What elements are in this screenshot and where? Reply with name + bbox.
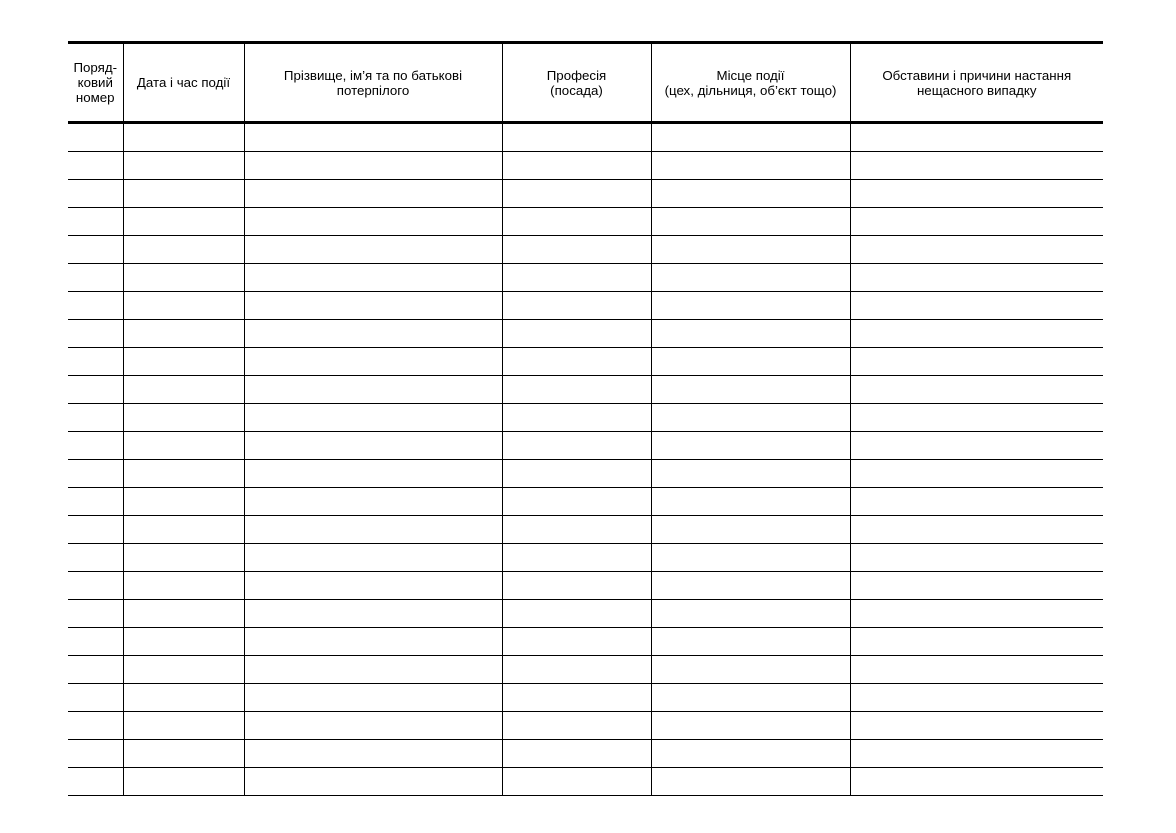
table-row	[68, 460, 1103, 488]
table-cell	[244, 348, 502, 376]
table-row	[68, 740, 1103, 768]
table-cell	[850, 516, 1103, 544]
table-row	[68, 600, 1103, 628]
table-cell	[651, 348, 850, 376]
table-row	[68, 544, 1103, 572]
header-date-time: Дата і час події	[123, 43, 244, 123]
table-cell	[68, 572, 123, 600]
table-cell	[850, 348, 1103, 376]
table-cell	[850, 768, 1103, 796]
table-cell	[651, 376, 850, 404]
table-cell	[850, 572, 1103, 600]
table-cell	[850, 460, 1103, 488]
table-cell	[850, 684, 1103, 712]
table-cell	[502, 768, 651, 796]
table-cell	[123, 488, 244, 516]
table-cell	[244, 656, 502, 684]
table-cell	[502, 320, 651, 348]
table-cell	[502, 208, 651, 236]
table-cell	[651, 264, 850, 292]
table-cell	[850, 123, 1103, 152]
table-row	[68, 180, 1103, 208]
table-cell	[502, 123, 651, 152]
table-cell	[123, 208, 244, 236]
table-row	[68, 656, 1103, 684]
table-cell	[651, 152, 850, 180]
table-cell	[502, 376, 651, 404]
table-row	[68, 123, 1103, 152]
table-cell	[68, 516, 123, 544]
table-cell	[123, 656, 244, 684]
table-header-row	[68, 43, 1103, 123]
table-row	[68, 376, 1103, 404]
table-cell	[68, 236, 123, 264]
table-cell	[244, 628, 502, 656]
table-cell	[244, 684, 502, 712]
table-cell	[502, 740, 651, 768]
table-cell	[68, 152, 123, 180]
table-cell	[68, 488, 123, 516]
table-row	[68, 712, 1103, 740]
table-cell	[502, 544, 651, 572]
table-row	[68, 264, 1103, 292]
table-cell	[244, 572, 502, 600]
table-cell	[651, 516, 850, 544]
table-row	[68, 152, 1103, 180]
table-cell	[244, 544, 502, 572]
table-cell	[502, 236, 651, 264]
table-cell	[68, 264, 123, 292]
table-cell	[244, 432, 502, 460]
table-cell	[68, 208, 123, 236]
table-cell	[502, 684, 651, 712]
table-cell	[123, 544, 244, 572]
table-cell	[68, 768, 123, 796]
table-cell	[68, 684, 123, 712]
table-cell	[68, 180, 123, 208]
table-cell	[68, 123, 123, 152]
table-cell	[651, 684, 850, 712]
table-cell	[123, 460, 244, 488]
table-cell	[651, 236, 850, 264]
table-cell	[68, 712, 123, 740]
table-cell	[123, 404, 244, 432]
table-cell	[850, 208, 1103, 236]
table-cell	[502, 348, 651, 376]
table-cell	[850, 712, 1103, 740]
header-profession: Професія (посада)	[502, 43, 651, 123]
table-cell	[244, 516, 502, 544]
table-cell	[123, 768, 244, 796]
table-row	[68, 236, 1103, 264]
table-cell	[651, 460, 850, 488]
table-cell	[502, 292, 651, 320]
table-row	[68, 348, 1103, 376]
table-row	[68, 628, 1103, 656]
header-location: Місце події (цех, дільниця, об’єкт тощо)	[651, 43, 850, 123]
table-cell	[123, 572, 244, 600]
table-cell	[502, 516, 651, 544]
table-row	[68, 572, 1103, 600]
table-cell	[651, 712, 850, 740]
table-cell	[244, 208, 502, 236]
table-cell	[502, 460, 651, 488]
table-row	[68, 488, 1103, 516]
table-cell	[68, 460, 123, 488]
table-cell	[850, 292, 1103, 320]
table-cell	[68, 348, 123, 376]
table-cell	[123, 740, 244, 768]
table-cell	[850, 740, 1103, 768]
table-cell	[502, 600, 651, 628]
header-full-name: Прізвище, ім’я та по батькові потерпілого	[244, 43, 502, 123]
table-cell	[850, 180, 1103, 208]
table-cell	[123, 516, 244, 544]
table-row	[68, 292, 1103, 320]
table-cell	[502, 432, 651, 460]
table-cell	[68, 432, 123, 460]
table-cell	[123, 264, 244, 292]
table-cell	[123, 684, 244, 712]
table-cell	[123, 628, 244, 656]
table-cell	[850, 628, 1103, 656]
table-cell	[244, 768, 502, 796]
table-cell	[244, 712, 502, 740]
table-cell	[502, 656, 651, 684]
table-cell	[244, 292, 502, 320]
table-cell	[123, 432, 244, 460]
table-cell	[850, 320, 1103, 348]
table-row	[68, 404, 1103, 432]
table-cell	[651, 544, 850, 572]
table-cell	[502, 180, 651, 208]
table-cell	[651, 432, 850, 460]
table-cell	[123, 152, 244, 180]
table-cell	[244, 488, 502, 516]
table-cell	[651, 123, 850, 152]
table-cell	[244, 600, 502, 628]
table-cell	[651, 320, 850, 348]
table-cell	[850, 404, 1103, 432]
table-cell	[244, 376, 502, 404]
table-cell	[244, 123, 502, 152]
table-cell	[244, 320, 502, 348]
table-cell	[850, 432, 1103, 460]
table-row	[68, 516, 1103, 544]
table-cell	[68, 740, 123, 768]
table-cell	[502, 572, 651, 600]
table-cell	[651, 292, 850, 320]
table-cell	[244, 236, 502, 264]
table-cell	[651, 488, 850, 516]
table-cell	[502, 404, 651, 432]
table-cell	[123, 180, 244, 208]
table-row	[68, 684, 1103, 712]
table-cell	[651, 600, 850, 628]
table-cell	[123, 348, 244, 376]
table-cell	[68, 320, 123, 348]
table-cell	[850, 600, 1103, 628]
header-order-number: Поряд- ковий номер	[68, 43, 123, 123]
table-cell	[651, 768, 850, 796]
table-cell	[850, 656, 1103, 684]
table-cell	[850, 544, 1103, 572]
table-cell	[502, 712, 651, 740]
table-cell	[651, 404, 850, 432]
table-cell	[123, 320, 244, 348]
table-row	[68, 320, 1103, 348]
table-cell	[68, 656, 123, 684]
table-cell	[244, 740, 502, 768]
table-cell	[850, 236, 1103, 264]
table-cell	[244, 152, 502, 180]
table-cell	[123, 712, 244, 740]
table-cell	[68, 628, 123, 656]
table-cell	[651, 628, 850, 656]
table-cell	[123, 600, 244, 628]
table-cell	[68, 600, 123, 628]
table-cell	[123, 376, 244, 404]
table-cell	[850, 488, 1103, 516]
accident-journal-table	[68, 41, 1103, 796]
table-cell	[123, 292, 244, 320]
table-body	[68, 123, 1103, 796]
table-cell	[651, 656, 850, 684]
table-cell	[850, 264, 1103, 292]
table-cell	[651, 740, 850, 768]
table-row	[68, 768, 1103, 796]
header-circumstances: Обставини і причини настання нещасного випадку	[850, 43, 1103, 123]
table-cell	[502, 264, 651, 292]
table-cell	[123, 123, 244, 152]
table-cell	[850, 376, 1103, 404]
table-row	[68, 432, 1103, 460]
table-cell	[651, 208, 850, 236]
table-cell	[850, 152, 1103, 180]
table-cell	[68, 376, 123, 404]
table-cell	[502, 488, 651, 516]
table-cell	[502, 628, 651, 656]
table-row	[68, 208, 1103, 236]
table-cell	[123, 236, 244, 264]
table-cell	[244, 180, 502, 208]
table-cell	[244, 264, 502, 292]
table-cell	[651, 572, 850, 600]
table-cell	[651, 180, 850, 208]
table-cell	[68, 544, 123, 572]
table-cell	[244, 460, 502, 488]
table-cell	[502, 152, 651, 180]
table-cell	[244, 404, 502, 432]
table-cell	[68, 404, 123, 432]
table-cell	[68, 292, 123, 320]
